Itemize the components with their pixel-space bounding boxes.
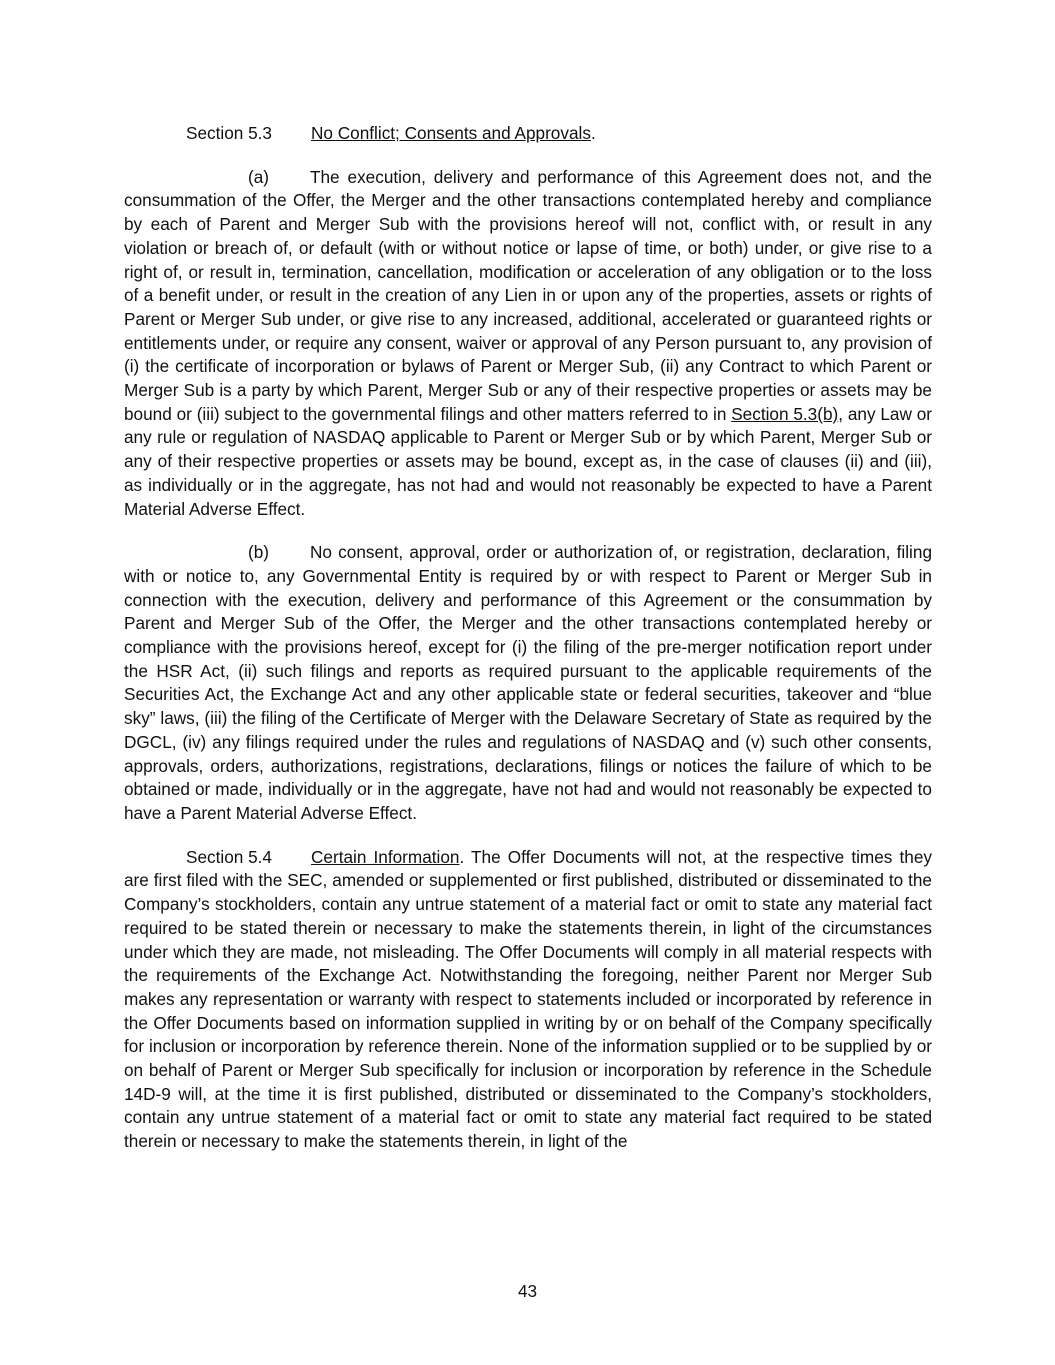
section-5-3b-reference: Section 5.3(b) — [731, 403, 839, 424]
section-5-3-heading — [124, 122, 932, 146]
para-a-label: (a) — [248, 166, 270, 187]
section-5-4-title: Certain Information — [311, 846, 460, 867]
para-a-text-2: , any Law or any rule or regulation of NASDAQ applicable to Parent or Merger Sub or by which Parent, Merger Sub or any of their respective properties or assets may be bound, except as, in the case of clauses (ii) and (iii), as individually or in the aggregate, has not had and would not reasonably be expected to have a Parent Material Adverse Effect. — [124, 403, 932, 519]
section-5-4-text: . The Offer Documents will not, at the respective times they are first filed with the SEC, amended or supplemented or first published, distributed or disseminated to the Company’s stockholders, contain any untrue statement of a material fact or omit to state any material fact required to be stated therein or necessary to make the statements therein, in light of the circumstances under which they are made, not misleading. The Offer Documents will comply in all material respects with the requirements of the Exchange Act. Notwithstanding the foregoing, neither Parent nor Merger Sub makes any representation or warranty with respect to statements included or incorporated by reference in the Offer Documents based on information supplied in writing by or on behalf of the Company specifically for inclusion or incorporation by reference therein. None of the information supplied or to be supplied by or on behalf of Parent or Merger Sub specifically for inclusion or incorporation by reference in the Schedule 14D-9 will, at the time it is first published, distributed or disseminated to the Company’s stockholders, contain any untrue statement of a material fact or omit to state any material fact required to be stated therein or necessary to make the statements therein, in light of the — [124, 846, 932, 1152]
page-number: 43 — [517, 1281, 538, 1301]
section-5-4-number: Section 5.4 — [186, 846, 272, 867]
section-5-3-number: Section 5.3 — [186, 123, 272, 143]
para-b-text: No consent, approval, order or authorization of, or registration, declaration, filing with or notice to, any Governmental Entity is required by or with respect to Parent or Merger Sub in connection with the execution, delivery and performance of this Agreement or the consummation by Parent and Merger Sub of the Offer, the Merger and the other transactions contemplated hereby or compliance with the provisions hereof, except for (i) the filing of the pre-merger notification report under the HSR Act, (ii) such filings and reports as required pursuant to the applicable requirements of the Securities Act, the Exchange Act and any other applicable state or federal securities, takeover and “blue sky” laws, (iii) the filing of the Certificate of Merger with the Delaware Secretary of State as required by the DGCL, (iv) any filings required under the rules and regulations of NASDAQ and (v) such other consents, approvals, orders, authorizations, registrations, declarations, filings or notices the failure of which to be obtained or made, individually or in the aggregate, have not had and would not reasonably be expected to have a Parent Material Adverse Effect. — [124, 542, 932, 823]
section-5-3-title-end: . — [590, 123, 596, 143]
section-5-4-para — [124, 846, 932, 1154]
section-5-3-para-b — [124, 541, 932, 825]
section-5-3-title: No Conflict; Consents and Approvals — [311, 123, 591, 143]
para-a-text-1: The execution, delivery and performance of this Agreement does not, and the consummation of the Offer, the Merger and the other transactions contemplated hereby and compliance by each of Parent and Merger Sub with the provisions hereof will not, conflict with, or result in any violation or breach of, or default (with or without notice or lapse of time, or both) under, or give rise to a right of, or result in, termination, cancellation, modification or acceleration of any obligation or to the loss of a benefit under, or result in the creation of any Lien in or upon any of the properties, assets or rights of Parent or Merger Sub under, or give rise to any increased, additional, accelerated or guaranteed rights or entitlements under, or require any consent, waiver or approval of any Person pursuant to, any provision of (i) the certificate of incorporation or bylaws of Parent or Merger Sub, (ii) any Contract to which Parent or Merger Sub is a party by which Parent, Merger Sub or any of their respective properties or assets may be bound or (iii) subject to the governmental filings and other matters referred to in — [124, 166, 932, 424]
document-page — [124, 122, 932, 1174]
section-5-3-para-a — [124, 166, 932, 522]
para-b-label: (b) — [248, 542, 270, 563]
